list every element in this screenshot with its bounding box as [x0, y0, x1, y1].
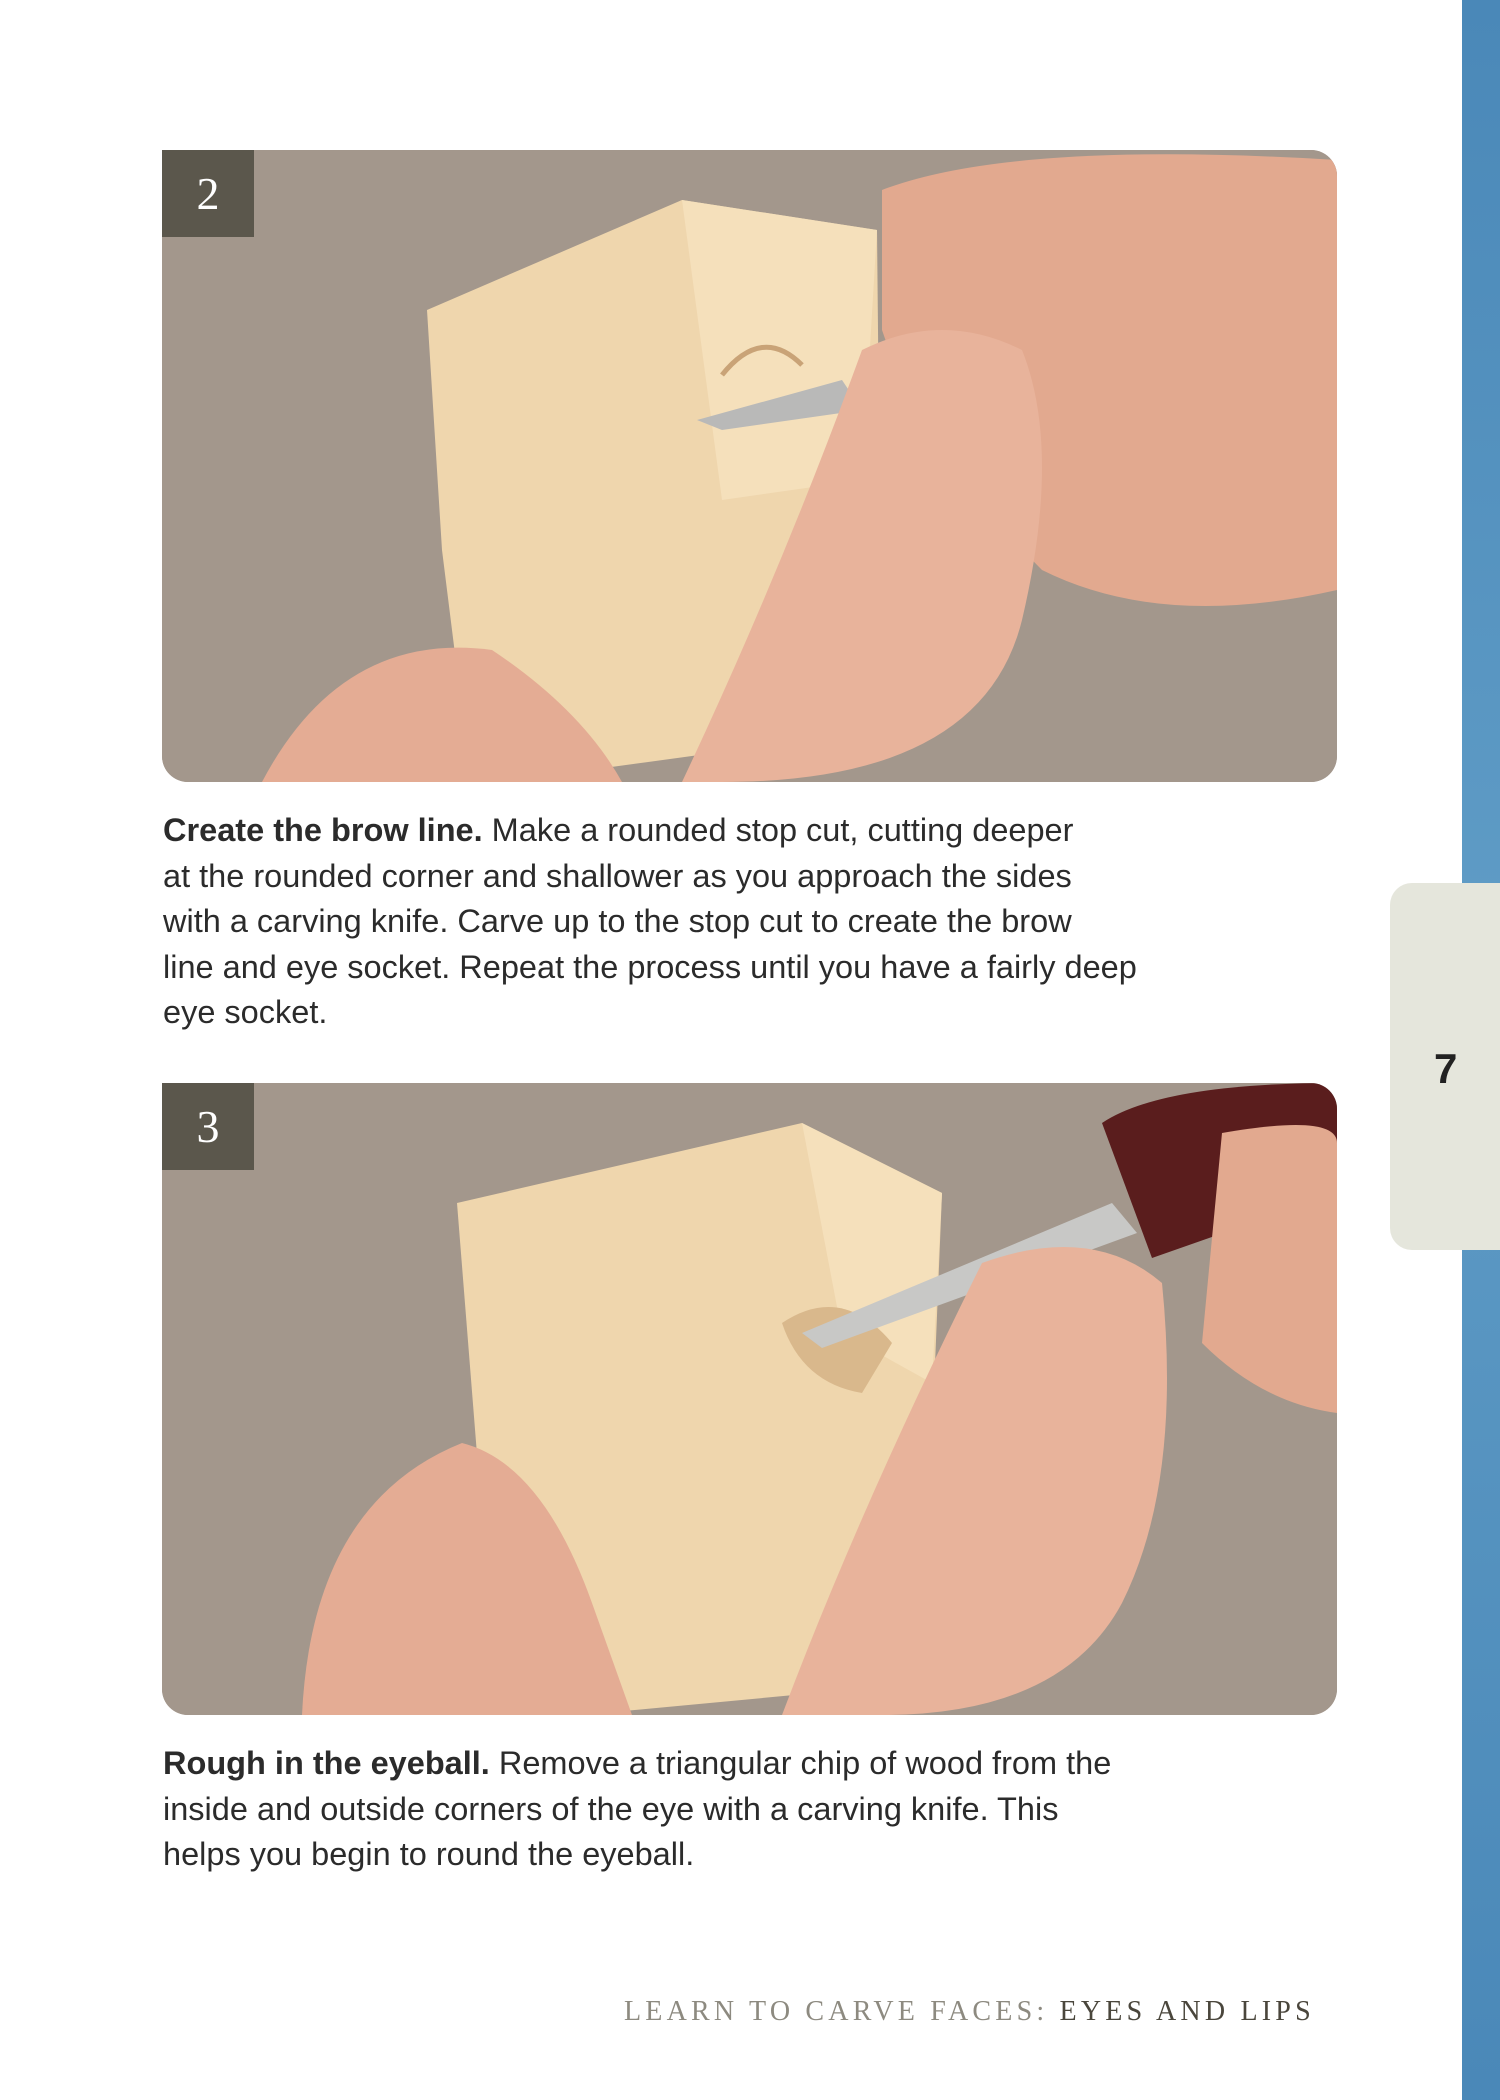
footer-series: LEARN TO CARVE FACES: — [624, 1996, 1049, 2027]
chapter-number: 7 — [1434, 1045, 1458, 1092]
caption-line: Remove a triangular chip of wood from the — [489, 1745, 1112, 1781]
step-number-badge: 2 — [162, 150, 254, 237]
caption-line: eye socket. — [163, 994, 328, 1030]
step-3-caption — [163, 1741, 1263, 1878]
running-footer — [624, 1996, 1315, 2028]
caption-line: helps you begin to round the eyeball. — [163, 1836, 695, 1872]
step-2-caption — [163, 808, 1263, 1036]
caption-lead: Create the brow line. — [163, 812, 483, 848]
caption-line: line and eye socket. Repeat the process until you have a fairly deep — [163, 948, 1137, 985]
footer-title: EYES AND LIPS — [1059, 1996, 1315, 2027]
caption-line: at the rounded corner and shallower as you approach the sides — [163, 857, 1072, 894]
chapter-tab[interactable] — [1390, 883, 1500, 1250]
caption-line: Make a rounded stop cut, cutting deeper — [482, 812, 1074, 848]
caption-lead: Rough in the eyeball. — [163, 1745, 490, 1781]
caption-line: with a carving knife. Carve up to the stop cut to create the brow — [163, 903, 1072, 939]
step-number-badge: 3 — [162, 1083, 254, 1170]
step-3-photo — [162, 1083, 1337, 1715]
caption-line: inside and outside corners of the eye with a carving knife. This — [163, 1790, 1059, 1827]
step-2-photo — [162, 150, 1337, 782]
